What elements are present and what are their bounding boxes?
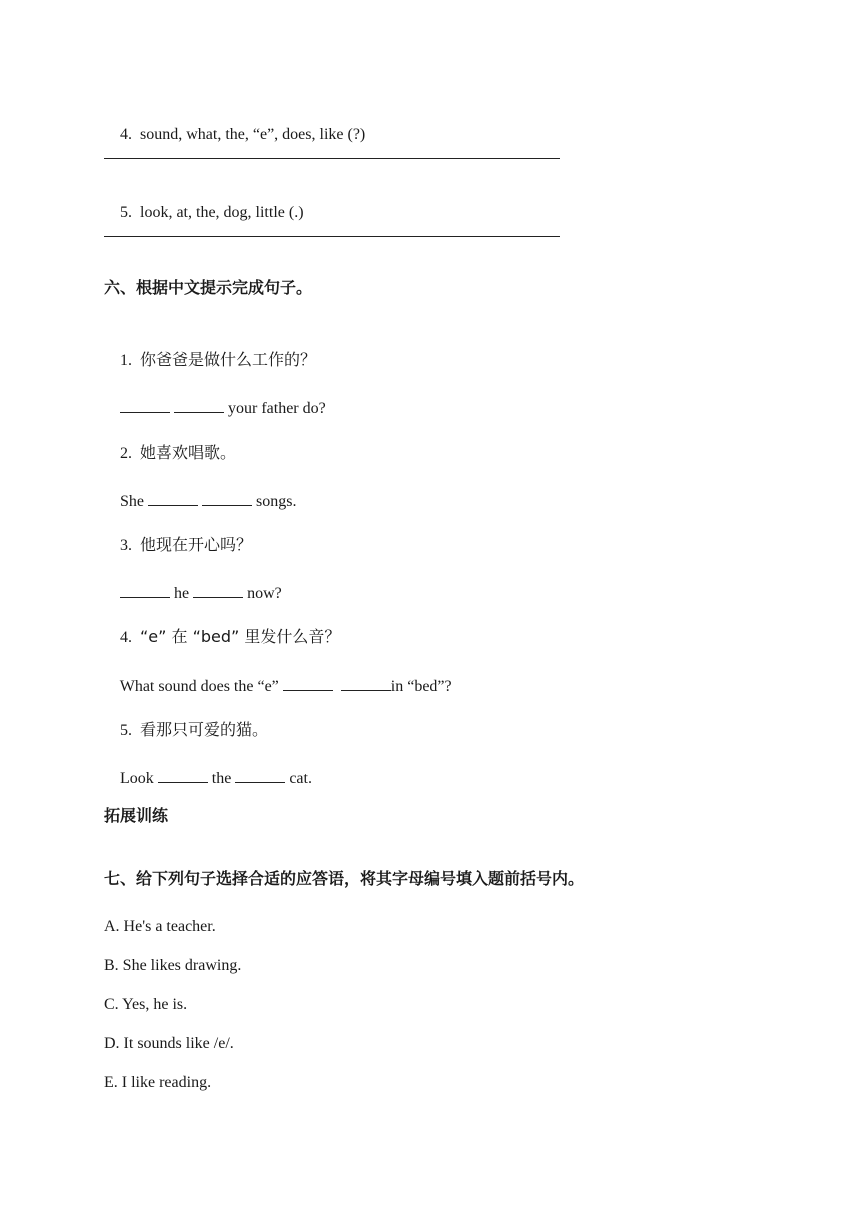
sentence-text: now? xyxy=(243,585,282,602)
fill-blank[interactable] xyxy=(158,768,208,783)
sentence-text: in “bed”? xyxy=(390,678,452,695)
fill-blank[interactable] xyxy=(283,676,333,691)
fill-blank[interactable] xyxy=(235,768,285,783)
item-text: look, at, the, dog, little (.) xyxy=(140,204,304,221)
item-number: 5. xyxy=(120,204,132,221)
reorder-item-5 xyxy=(104,183,304,243)
s6-item-5-answer xyxy=(104,748,312,809)
chinese-prompt: 她喜欢唱歌。 xyxy=(140,443,237,462)
sentence-text: What sound does the “e” xyxy=(119,678,283,695)
item-number: 1. xyxy=(120,352,132,369)
fill-blank[interactable] xyxy=(174,398,224,413)
sentence-text: he xyxy=(170,585,194,602)
item-number: 5. xyxy=(120,722,132,739)
answer-line xyxy=(104,158,560,159)
item-number: 4. xyxy=(120,126,132,143)
sentence-text: cat. xyxy=(285,770,312,787)
fill-blank[interactable] xyxy=(341,676,391,691)
sentence-text: your father do? xyxy=(224,400,326,417)
extension-heading: 拓展训练 xyxy=(104,806,169,825)
fill-blank[interactable] xyxy=(120,398,170,413)
option-c: C. Yes, he is. xyxy=(104,996,188,1013)
item-text: sound, what, the, “e”, does, like (?) xyxy=(140,126,366,143)
option-d: D. It sounds like /e/. xyxy=(104,1035,234,1052)
option-b: B. She likes drawing. xyxy=(104,957,242,974)
fill-blank[interactable] xyxy=(202,491,252,506)
answer-line xyxy=(104,236,560,237)
sentence-text: She xyxy=(120,493,148,510)
reorder-item-4 xyxy=(104,105,365,165)
item-number: 2. xyxy=(120,445,132,462)
sentence-text: songs. xyxy=(252,493,297,510)
fill-blank[interactable] xyxy=(193,583,243,598)
chinese-prompt: 看那只可爱的猫。 xyxy=(140,720,269,739)
section-6-heading: 六、根据中文提示完成句子。 xyxy=(104,278,313,297)
sentence-text: the xyxy=(207,770,236,787)
section-7-heading: 七、给下列句子选择合适的应答语，将其字母编号填入题前括号内。 xyxy=(104,869,585,888)
option-a: A. He's a teacher. xyxy=(104,918,216,935)
item-number: 3. xyxy=(120,537,132,554)
option-e: E. I like reading. xyxy=(104,1074,212,1091)
chinese-prompt: 他现在开心吗？ xyxy=(140,535,253,554)
chinese-prompt: 你爸爸是做什么工作的？ xyxy=(140,350,317,369)
fill-blank[interactable] xyxy=(148,491,198,506)
item-number: 4. xyxy=(120,629,132,646)
sentence-text: Look xyxy=(120,770,158,787)
chinese-prompt: “e” 在 “bed” 里发什么音？ xyxy=(140,627,341,646)
fill-blank[interactable] xyxy=(120,583,170,598)
